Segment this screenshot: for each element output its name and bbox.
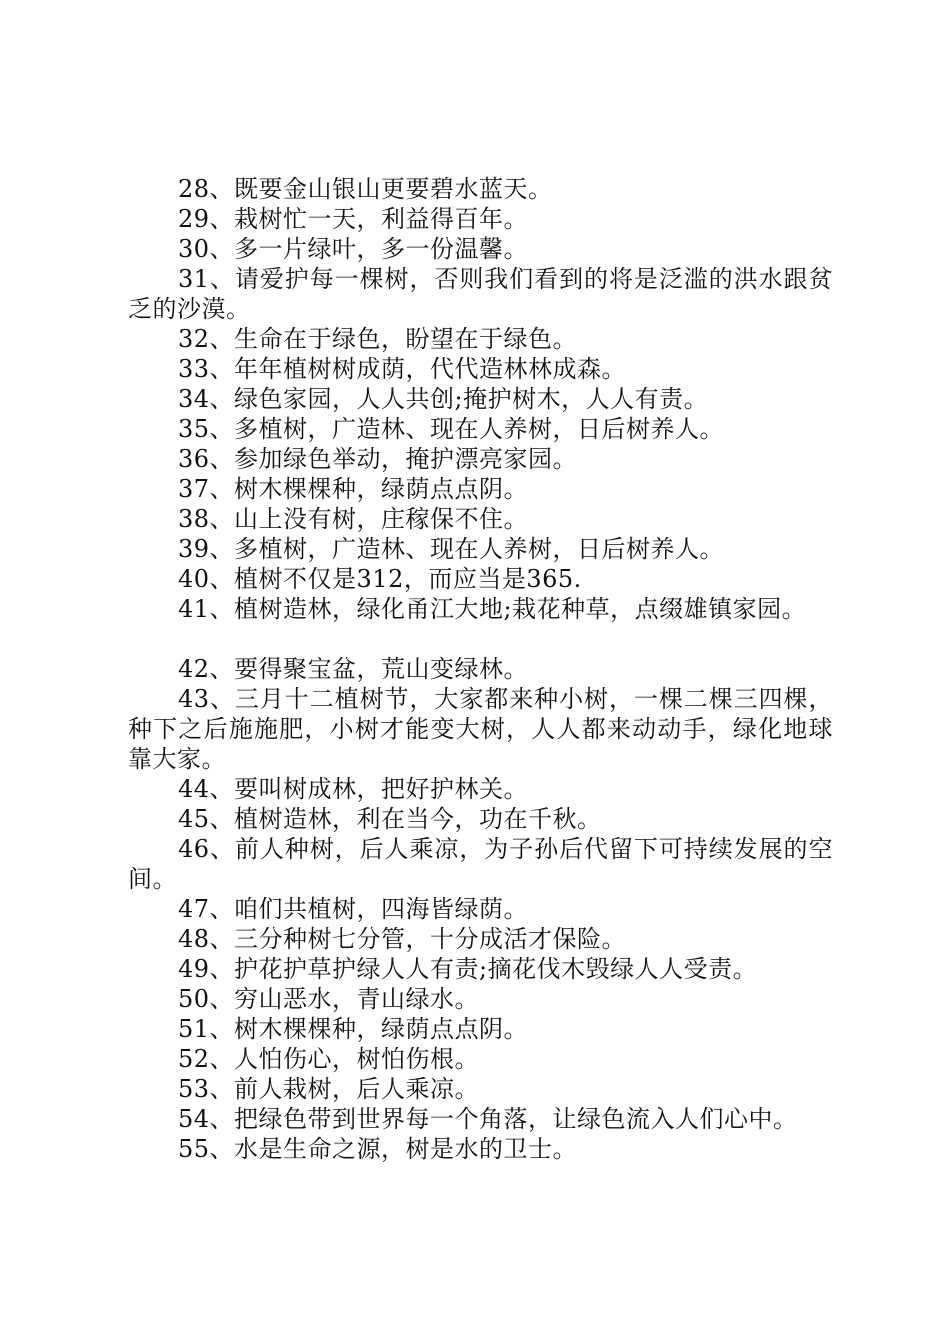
list-item: 54、把绿色带到世界每一个角落，让绿色流入人们心中。 xyxy=(178,1105,798,1133)
list-item: 35、多植树，广造林、现在人养树，日后树养人。 xyxy=(178,415,725,443)
list-item: 33、年年植树树成荫，代代造林林成森。 xyxy=(178,355,627,383)
list-item: 46、前人种树，后人乘凉，为子孙后代留下可持续发展的空间。 xyxy=(128,835,833,893)
list-item: 52、人怕伤心，树怕伤根。 xyxy=(178,1045,480,1073)
list-item: 34、绿色家园，人人共创;掩护树木，人人有责。 xyxy=(178,385,709,413)
list-item: 51、树木棵棵种，绿荫点点阴。 xyxy=(178,1015,529,1043)
list-item: 31、请爱护每一棵树，否则我们看到的将是泛滥的洪水跟贫乏的沙漠。 xyxy=(128,265,833,323)
list-item: 30、多一片绿叶，多一份温馨。 xyxy=(178,235,529,263)
list-item: 37、树木棵棵种，绿荫点点阴。 xyxy=(178,475,529,503)
list-item: 40、植树不仅是312，而应当是365. xyxy=(178,565,582,593)
list-item: 28、既要金山银山更要碧水蓝天。 xyxy=(178,175,553,203)
list-item: 48、三分种树七分管，十分成活才保险。 xyxy=(178,925,627,953)
list-item: 47、咱们共植树，四海皆绿荫。 xyxy=(178,895,529,923)
list-item: 43、三月十二植树节，大家都来种小树，一棵二棵三四棵，种下之后施施肥，小树才能变大树，人人都来动动手，绿化地球靠大家。 xyxy=(128,685,833,773)
list-item: 39、多植树，广造林、现在人养树，日后树养人。 xyxy=(178,535,725,563)
list-item: 32、生命在于绿色，盼望在于绿色。 xyxy=(178,325,578,353)
list-item: 41、植树造林，绿化甬江大地;栽花种草，点缀雄镇家园。 xyxy=(178,595,807,623)
list-item: 29、栽树忙一天，利益得百年。 xyxy=(178,205,529,233)
slogan-list xyxy=(128,174,833,1164)
list-item: 45、植树造林，利在当今，功在千秋。 xyxy=(178,805,602,833)
list-item: 50、穷山恶水，青山绿水。 xyxy=(178,985,480,1013)
list-item: 44、要叫树成林，把好护林关。 xyxy=(178,775,529,803)
list-item: 55、水是生命之源，树是水的卫士。 xyxy=(178,1135,578,1163)
list-item: 38、山上没有树，庄稼保不住。 xyxy=(178,505,529,533)
list-item: 53、前人栽树，后人乘凉。 xyxy=(178,1075,480,1103)
list-item: 42、要得聚宝盆，荒山变绿林。 xyxy=(178,655,529,683)
paragraph-gap xyxy=(128,624,833,654)
list-item: 49、护花护草护绿人人有责;摘花伐木毁绿人人受责。 xyxy=(178,955,758,983)
list-item: 36、参加绿色举动，掩护漂亮家园。 xyxy=(178,445,578,473)
